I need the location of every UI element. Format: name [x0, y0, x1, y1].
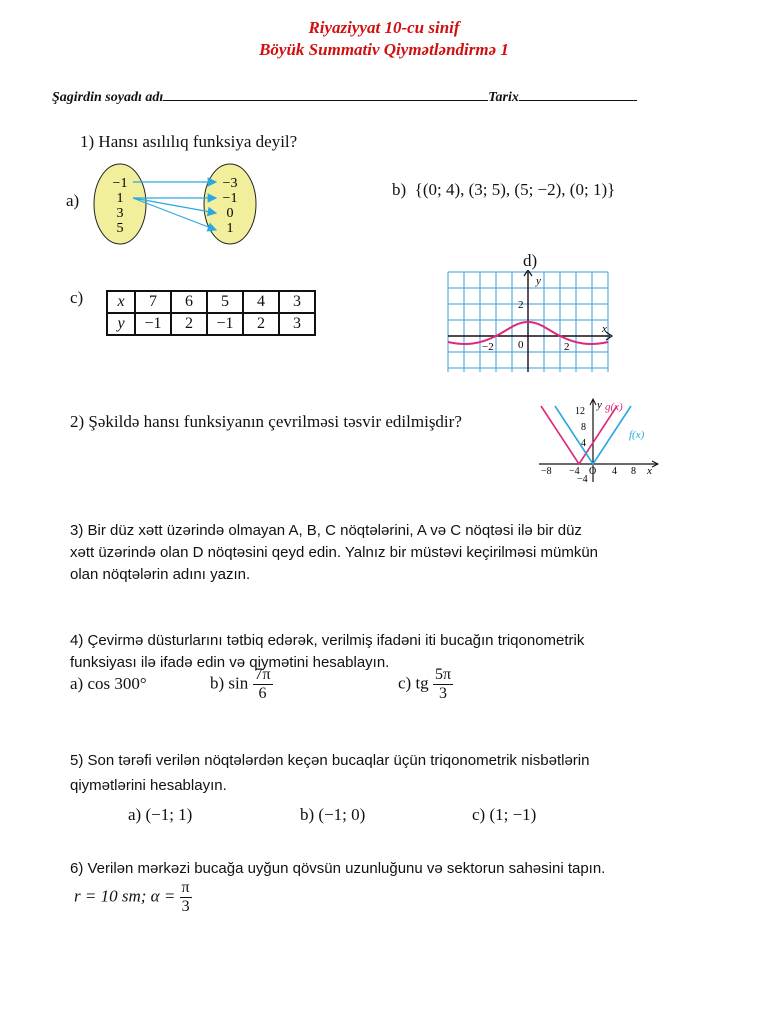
q1-mapping-diagram — [88, 160, 278, 250]
q1-c-label: c) — [70, 288, 84, 307]
y-tick-label: 4 — [581, 438, 586, 449]
q6-fraction: $\frac{\pi}{3}$ — [181, 879, 190, 915]
date-label: Tarix — [488, 90, 519, 105]
table-cell: −1 — [207, 313, 243, 335]
x-tick-label: −4 — [569, 466, 580, 477]
q4-b-label: b) sin — [210, 673, 249, 693]
y-tick-label: −4 — [577, 474, 588, 485]
q1-b-label: b) — [392, 180, 407, 199]
name-label: Şagirdin soyadı adı — [52, 90, 164, 105]
x-tick-label: −2 — [482, 341, 494, 353]
y-axis-label: y — [597, 399, 602, 411]
table-cell: 2 — [171, 313, 207, 335]
table-header-y: y — [107, 313, 135, 335]
y-tick-label: 12 — [575, 406, 585, 417]
q1-values-table — [106, 290, 316, 336]
q4-option-c — [398, 666, 453, 703]
document-subtitle: Böyük Summativ Qiymətləndirmə 1 — [259, 40, 509, 59]
name-field[interactable] — [163, 86, 488, 101]
y-tick-label: 8 — [581, 422, 586, 433]
x-axis-label: x — [602, 323, 607, 335]
x-tick-label: 4 — [612, 466, 617, 477]
domain-value: 3 — [116, 206, 124, 221]
domain-value: −1 — [112, 176, 128, 191]
q4-c-label: c) tg — [398, 673, 429, 693]
y-tick-label: 2 — [518, 299, 524, 311]
range-value: 1 — [226, 221, 234, 236]
table-cell: 3 — [279, 313, 315, 335]
table-cell: 3 — [279, 291, 315, 313]
q6-given — [74, 879, 192, 916]
date-field[interactable] — [519, 86, 637, 101]
q3-line: olan nöqtələrin adını yazın. — [70, 566, 251, 583]
q5-text — [70, 750, 589, 797]
q6-text: 6) Verilən mərkəzi bucağa uyğun qövsün uzunluğunu və sektorun sahəsini tapın. — [70, 860, 606, 877]
q4-option-b — [210, 666, 273, 703]
y-axis-label: y — [536, 275, 541, 287]
q5-option-a: a) (−1; 1) — [128, 805, 193, 824]
q4-text — [70, 630, 584, 674]
table-cell: 5 — [207, 291, 243, 313]
q1-text: 1) Hansı asılılıq funksiya deyil? — [80, 132, 298, 151]
q3-line: xətt üzərində olan D nöqtəsini qeyd edin. Yalnız bir müstəvi keçirilməsi mümkün — [70, 544, 599, 561]
x-tick-label: −8 — [541, 466, 552, 477]
q4-b-fraction: $\frac{7\pi}{6}$ — [254, 666, 271, 702]
q5-line: qiymətlərini hesablayın. — [70, 777, 227, 794]
q1-cosine-graph — [446, 270, 614, 374]
q1-a-label: a) — [66, 191, 80, 210]
q1-b-option — [392, 180, 615, 200]
table-row — [107, 291, 315, 313]
g-label: g(x) — [605, 401, 623, 413]
student-info-line — [52, 86, 692, 106]
origin-label: O — [589, 466, 597, 477]
q4-c-fraction: $\frac{5\pi}{3}$ — [434, 666, 452, 702]
domain-value: 1 — [116, 191, 124, 206]
x-axis-label: x — [647, 465, 652, 477]
f-label: f(x) — [629, 429, 645, 441]
table-cell: 4 — [243, 291, 279, 313]
range-value: −1 — [222, 191, 238, 206]
range-value: 0 — [226, 206, 234, 221]
q3-line: 3) Bir düz xətt üzərində olmayan A, B, C nöqtələrini, A və C nöqtəsi ilə bir düz — [70, 522, 582, 539]
table-cell: 2 — [243, 313, 279, 335]
x-tick-label: 8 — [631, 466, 636, 477]
q1-b-set: {(0; 4), (3; 5), (5; −2), (0; 1)} — [414, 180, 616, 199]
q5-option-b: b) (−1; 0) — [300, 805, 366, 824]
table-header-x: x — [107, 291, 135, 313]
q4-option-a: a) cos 300° — [70, 674, 147, 693]
q2-transformation-graph — [533, 398, 661, 486]
domain-value: 5 — [116, 221, 124, 236]
q6-given-text: r = 10 sm; α = — [74, 886, 176, 906]
q4-line: funksiyası ilə ifadə edin və qiymətini hesablayın. — [70, 654, 390, 671]
table-cell: −1 — [135, 313, 171, 335]
q5-line: 5) Son tərəfi verilən nöqtələrdən keçən bucaqlar üçün triqonometrik nisbətlərin — [70, 752, 590, 769]
q2-text: 2) Şəkildə hansı funksiyanın çevrilməsi təsvir edilmişdir? — [70, 412, 462, 431]
q4-line: 4) Çevirmə düsturlarını tətbiq edərək, verilmiş ifadəni iti bucağın triqonometrik — [70, 632, 585, 649]
q5-option-c: c) (1; −1) — [472, 805, 537, 824]
x-tick-label: 2 — [564, 341, 570, 353]
document-title: Riyaziyyat 10-cu sinif — [308, 18, 460, 37]
q1-d-label: d) — [523, 251, 538, 270]
table-cell: 6 — [171, 291, 207, 313]
range-value: −3 — [222, 176, 238, 191]
origin-label: 0 — [518, 339, 524, 351]
q3-text — [70, 520, 598, 586]
table-cell: 7 — [135, 291, 171, 313]
table-row — [107, 313, 315, 335]
